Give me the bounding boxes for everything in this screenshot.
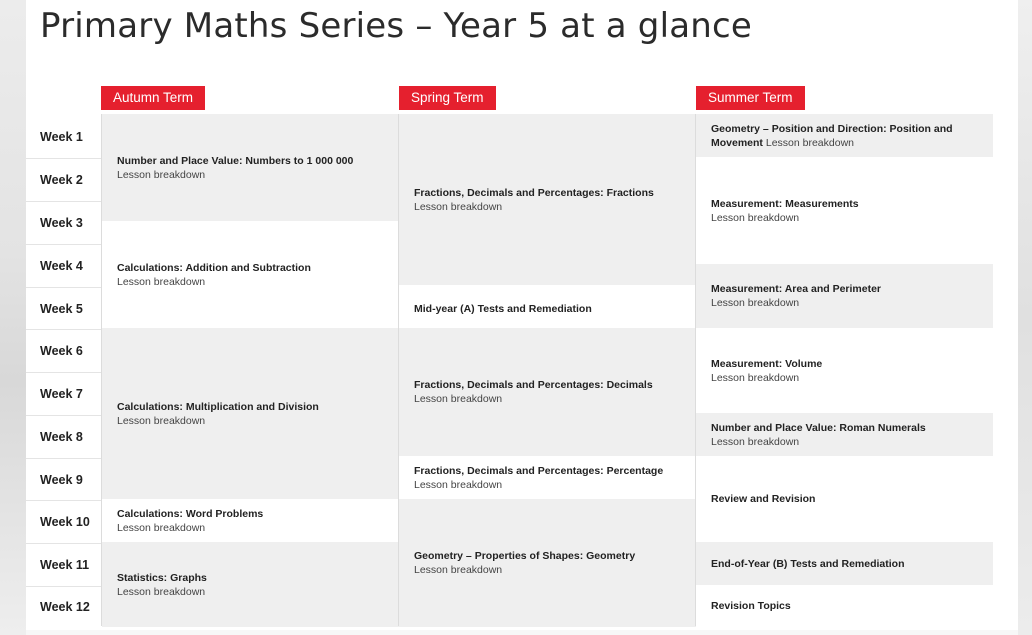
week-label: Week 10: [26, 501, 102, 544]
week-label: Week 7: [26, 373, 102, 416]
week-label: Week 3: [26, 202, 102, 245]
spring-term-header: Spring Term: [399, 86, 496, 110]
summer-topic: [696, 157, 993, 264]
page-title: Primary Maths Series – Year 5 at a glance: [40, 6, 753, 46]
topic-title: Measurement: Measurements: [711, 197, 859, 210]
lesson-breakdown-text: Lesson breakdown: [711, 435, 800, 448]
topic-title: Calculations: Multiplication and Division: [117, 400, 319, 413]
autumn-topic: [102, 542, 399, 627]
lesson-breakdown-text: Lesson breakdown: [414, 564, 503, 576]
lesson-breakdown-text: Lesson breakdown: [117, 521, 206, 534]
autumn-topic: [102, 328, 399, 499]
week-label: Week 11: [26, 544, 102, 587]
lesson-breakdown-text: Lesson breakdown: [117, 585, 206, 598]
week-label: Week 5: [26, 288, 102, 330]
topic-title: Geometry – Position and Direction: Position and Movement: [711, 122, 953, 149]
topic-title: Review and Revision: [711, 493, 816, 505]
summer-topic: [696, 413, 993, 456]
spring-topic: [399, 285, 696, 328]
column-divider: [101, 114, 102, 626]
autumn-topic: [102, 114, 399, 221]
summer-topic: [696, 542, 993, 585]
week-label: Week 12: [40, 600, 90, 614]
spring-topic: [399, 499, 696, 627]
summer-term-header: Summer Term: [696, 86, 805, 110]
week-label: Week 1: [26, 116, 102, 159]
topic-title: Calculations: Addition and Subtraction: [117, 261, 311, 274]
lesson-breakdown-text: Lesson breakdown: [711, 371, 800, 384]
topic-title: Calculations: Word Problems: [117, 507, 264, 520]
lesson-breakdown-text: Lesson breakdown: [414, 478, 503, 491]
lesson-breakdown-text: Lesson breakdown: [117, 414, 206, 427]
topic-title: Number and Place Value: Roman Numerals: [711, 421, 926, 434]
column-divider: [695, 114, 696, 626]
lesson-breakdown-text: Lesson breakdown: [117, 275, 206, 288]
spring-topic: [399, 328, 696, 456]
topic-title: Number and Place Value: Numbers to 1 000 000: [117, 154, 354, 167]
week-label: Week 2: [26, 159, 102, 202]
topic-title: Revision Topics: [711, 600, 791, 612]
summer-topic: [696, 585, 993, 627]
lesson-breakdown-text: Lesson breakdown: [711, 211, 800, 224]
column-divider: [398, 114, 399, 626]
autumn-topic: [102, 221, 399, 328]
topic-title: Fractions, Decimals and Percentages: Decimals: [414, 379, 653, 391]
topic-title: Fractions, Decimals and Percentages: Fractions: [414, 186, 654, 199]
autumn-term-header: Autumn Term: [101, 86, 205, 110]
summer-topic: [696, 456, 993, 542]
lesson-breakdown-text: Lesson breakdown: [117, 168, 206, 181]
summer-topic: [696, 328, 993, 413]
spring-topic: [399, 114, 696, 285]
background-right-edge: [1018, 0, 1032, 635]
topic-title: Geometry – Properties of Shapes: Geometry: [414, 550, 636, 562]
topic-title-with-lesson: [711, 122, 977, 150]
summer-topic: [696, 114, 993, 157]
topic-title: Measurement: Area and Perimeter: [711, 283, 882, 295]
lesson-breakdown-text: Lesson breakdown: [414, 200, 503, 213]
lesson-breakdown-text: Lesson breakdown: [414, 393, 503, 405]
week-label: Week 9: [26, 459, 102, 501]
summer-topic: [696, 264, 993, 328]
lesson-breakdown-text: Lesson breakdown: [711, 297, 800, 309]
topic-title: Fractions, Decimals and Percentages: Percentage: [414, 464, 664, 477]
background-left-edge: [0, 0, 26, 635]
topic-title: Statistics: Graphs: [117, 571, 207, 584]
topic-title: End-of-Year (B) Tests and Remediation: [711, 557, 905, 570]
spring-topic: [399, 456, 696, 499]
week-label: Week 6: [26, 330, 102, 373]
autumn-topic: [102, 499, 399, 542]
week-label: Week 8: [26, 416, 102, 459]
lesson-breakdown-text: Lesson breakdown: [765, 136, 855, 149]
topic-title: Mid-year (A) Tests and Remediation: [414, 302, 592, 315]
week-label: Week 4: [26, 245, 102, 288]
topic-title: Measurement: Volume: [711, 357, 823, 370]
